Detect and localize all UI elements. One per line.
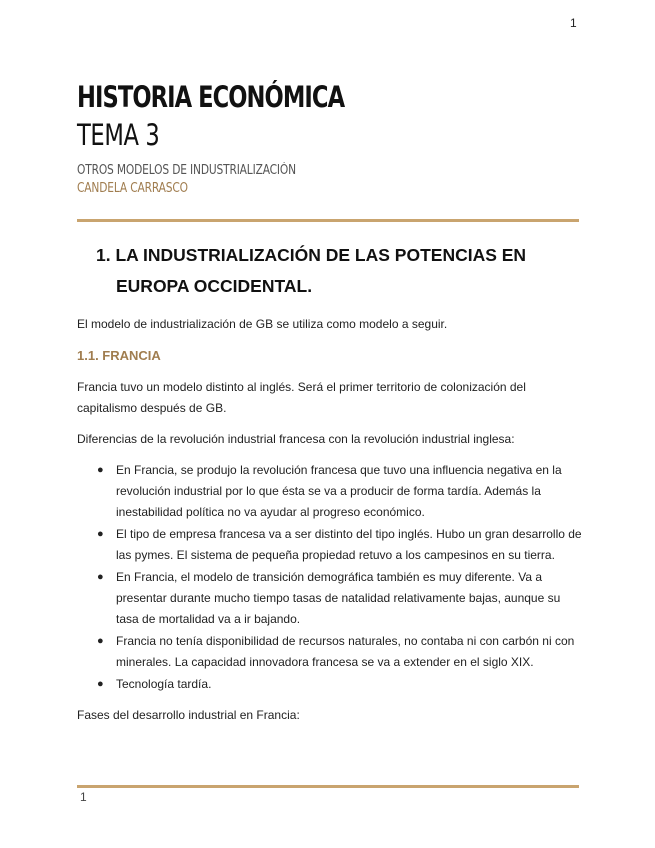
document-body xyxy=(77,240,582,736)
title-block xyxy=(77,78,420,198)
document-author: CANDELA CARRASCO xyxy=(77,181,188,196)
subsection-heading: 1.1. FRANCIA xyxy=(77,348,161,363)
header-divider xyxy=(77,219,579,222)
list-item: ● El tipo de empresa francesa va a ser distinto del tipo inglés. Hubo un gran desarrollo de las pymes. El sistema de pequeña propiedad retuvo a los campesinos en su tierra. xyxy=(77,524,582,566)
list-item: ● En Francia, se produjo la revolución francesa que tuvo una influencia negativa en la revolución industrial por lo que ésta se va a producir de forma tardía. Además la inestabilidad política no va ayudar al progreso económico. xyxy=(77,460,582,523)
bullet-icon: ● xyxy=(97,528,104,540)
page-number-bottom: 1 xyxy=(80,790,87,804)
bullet-icon: ● xyxy=(97,464,104,476)
bullet-icon: ● xyxy=(97,571,104,583)
list-item: ● Francia no tenía disponibilidad de recursos naturales, no contaba ni con carbón ni con minerales. La capacidad innovadora francesa se va a extender en el siglo XIX. xyxy=(77,631,582,673)
intro-paragraph: El modelo de industrialización de GB se utiliza como modelo a seguir. xyxy=(77,317,448,331)
list-item: ● En Francia, el modelo de transición demográfica también es muy diferente. Va a presentar durante mucho tiempo tasas de natalidad relativamente bajas, aunque su tasa de mortalidad va a ir bajando. xyxy=(77,567,582,630)
section-heading: 1. LA INDUSTRIALIZACIÓN DE LAS POTENCIAS EN EUROPA OCCIDENTAL. xyxy=(96,245,527,296)
page-number-top: 1 xyxy=(570,16,577,30)
differences-list xyxy=(77,460,582,695)
paragraph-2: Diferencias de la revolución industrial francesa con la revolución industrial inglesa: xyxy=(77,432,515,446)
document-topic: OTROS MODELOS DE INDUSTRIALIZACIÓN xyxy=(77,163,296,178)
list-item: ● Tecnología tardía. xyxy=(77,674,582,695)
paragraph-3: Fases del desarrollo industrial en Francia: xyxy=(77,708,300,722)
bullet-icon: ● xyxy=(97,678,104,690)
document-subtitle: TEMA 3 xyxy=(77,118,160,152)
document-title: HISTORIA ECONÓMICA xyxy=(77,80,345,114)
bullet-icon: ● xyxy=(97,635,104,647)
paragraph-1: Francia tuvo un modelo distinto al inglés. Será el primer territorio de colonización del capitalismo después de GB. xyxy=(77,380,526,415)
footer-divider xyxy=(77,785,579,788)
